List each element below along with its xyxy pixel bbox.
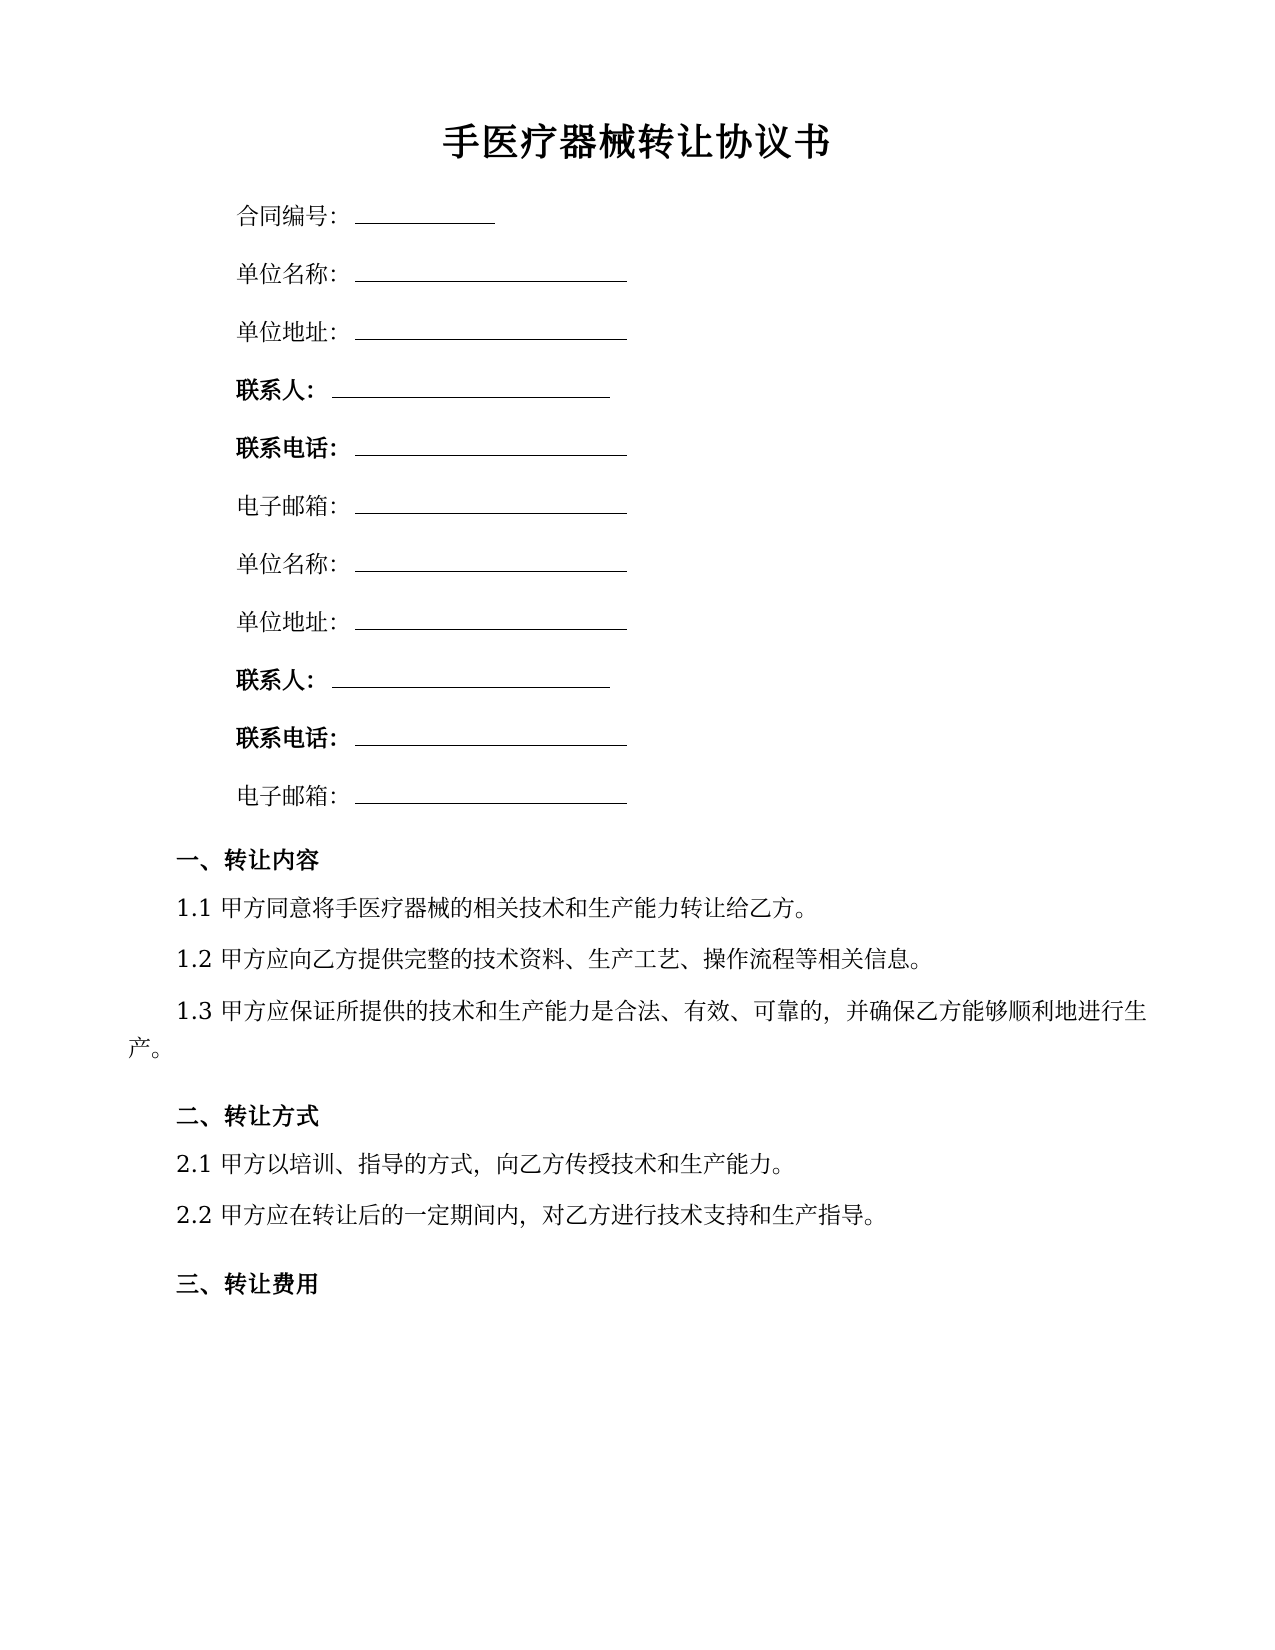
field-row <box>128 610 1147 635</box>
field-label: 联系人： <box>236 667 328 695</box>
field-label: 单位名称： <box>236 552 351 579</box>
field-row <box>128 320 1147 345</box>
field-blank-line[interactable] <box>355 610 627 630</box>
field-row <box>128 552 1147 577</box>
field-blank-line[interactable] <box>355 320 627 340</box>
field-label: 联系电话： <box>236 725 351 753</box>
field-blank-line[interactable] <box>355 726 627 746</box>
field-blank-line[interactable] <box>332 668 610 688</box>
field-blank-line[interactable] <box>355 436 627 456</box>
contract-fields <box>128 204 1147 809</box>
field-blank-line[interactable] <box>355 262 627 282</box>
field-label: 单位地址： <box>236 610 351 637</box>
paragraph: 2.1 甲方以培训、指导的方式，向乙方传授技术和生产能力。 <box>176 1152 795 1179</box>
section-transfer-content <box>128 842 1147 1068</box>
field-row <box>128 494 1147 519</box>
field-label: 联系人： <box>236 377 328 405</box>
section-transfer-fee <box>128 1266 1147 1299</box>
paragraph: 1.1 甲方同意将手医疗器械的相关技术和生产能力转让给乙方。 <box>176 896 818 923</box>
field-label: 合同编号： <box>236 204 351 231</box>
field-row <box>128 436 1147 461</box>
section-heading: 一、转让内容 <box>176 847 320 875</box>
field-label: 联系电话： <box>236 435 351 463</box>
paragraph: 1.2 甲方应向乙方提供完整的技术资料、生产工艺、操作流程等相关信息。 <box>176 947 933 974</box>
field-blank-line[interactable] <box>332 378 610 398</box>
paragraph: 2.2 甲方应在转让后的一定期间内，对乙方进行技术支持和生产指导。 <box>176 1203 887 1230</box>
field-row <box>128 784 1147 809</box>
field-label: 单位名称： <box>236 262 351 289</box>
field-blank-line[interactable] <box>355 552 627 572</box>
section-heading: 二、转让方式 <box>176 1103 320 1131</box>
field-label: 电子邮箱： <box>236 784 351 811</box>
field-label: 电子邮箱： <box>236 494 351 521</box>
field-blank-line[interactable] <box>355 494 627 514</box>
field-label: 单位地址： <box>236 320 351 347</box>
paragraph: 1.3 甲方应保证所提供的技术和生产能力是合法、有效、可靠的，并确保乙方能够顺利地进行生产。 <box>128 998 1147 1062</box>
field-row <box>128 668 1147 693</box>
field-blank-line[interactable] <box>355 204 495 224</box>
field-row <box>128 378 1147 403</box>
field-row <box>128 204 1147 229</box>
page-title: 手医疗器械转让协议书 <box>442 120 833 164</box>
section-transfer-method <box>128 1098 1147 1236</box>
field-row <box>128 262 1147 287</box>
section-heading: 三、转让费用 <box>176 1270 320 1298</box>
field-blank-line[interactable] <box>355 784 627 804</box>
field-row <box>128 726 1147 751</box>
